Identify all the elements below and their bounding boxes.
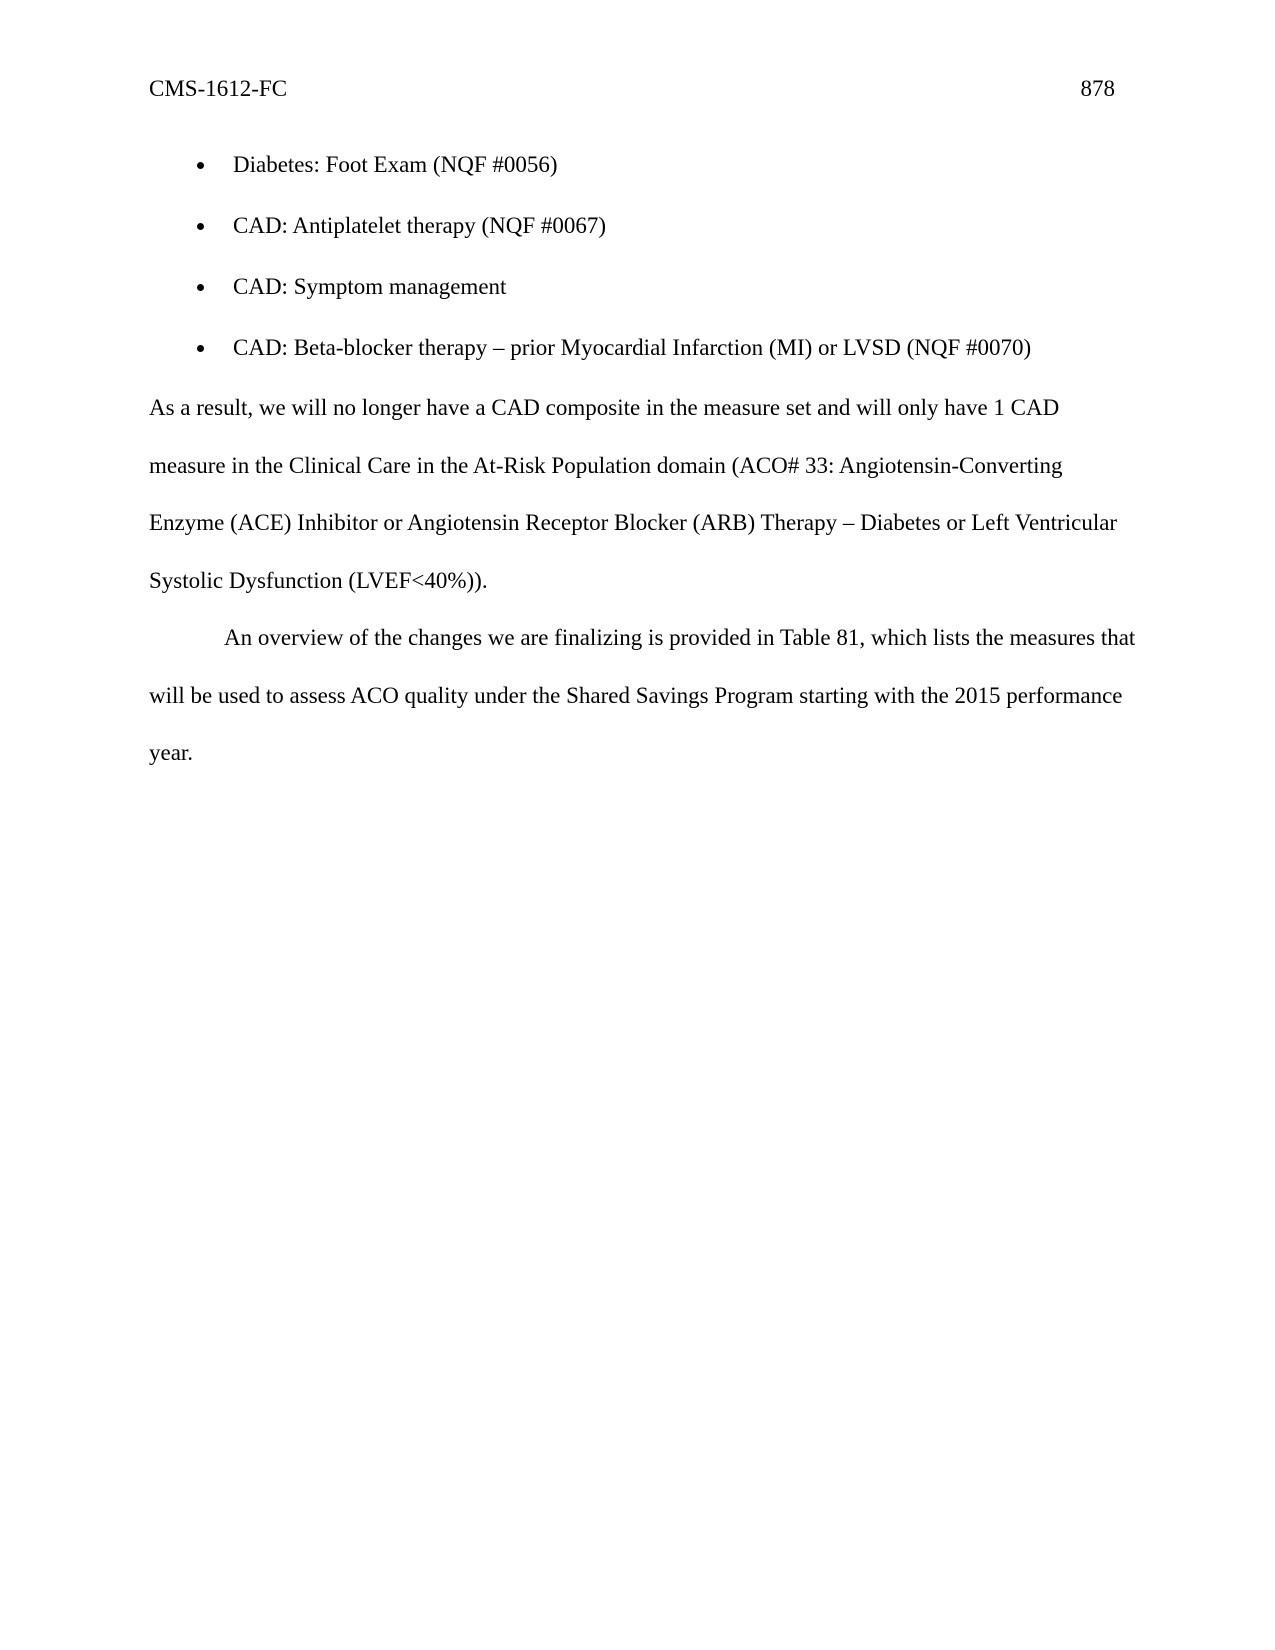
- document-id: CMS-1612-FC: [149, 76, 288, 101]
- list-item: [149, 150, 1129, 211]
- bullet-dot-icon: [197, 223, 204, 230]
- body-paragraph-overview: An overview of the changes we are finalizing is provided in Table 81, which lists the measures that will be used to assess ACO quality under the Shared Savings Program starting with the 2015 performance year.: [149, 625, 1136, 765]
- list-item-text: CAD: Antiplatelet therapy (NQF #0067): [233, 213, 607, 238]
- bullet-dot-icon: [197, 345, 204, 352]
- list-item: [149, 272, 1129, 333]
- list-item-text: CAD: Beta-blocker therapy – prior Myocardial Infarction (MI) or LVSD (NQF #0070): [233, 335, 1032, 360]
- bullet-dot-icon: [197, 284, 204, 291]
- measure-bullet-list: [149, 150, 1129, 394]
- list-item-text: CAD: Symptom management: [233, 274, 507, 299]
- page-number: 878: [1080, 76, 1115, 101]
- body-paragraph-result: As a result, we will no longer have a CAD composite in the measure set and will only have 1 CAD measure in the Clinical Care in the At-Risk Population domain (ACO# 33: Angiotensin-Converting Enzyme (ACE) Inhibitor or Angiotensin Receptor Blocker (ARB) Therapy – Diabetes or Left Ventricular Systolic Dysfunction (LVEF<40%)).: [149, 395, 1118, 593]
- list-item-text: Diabetes: Foot Exam (NQF #0056): [233, 152, 558, 177]
- list-item: [149, 211, 1129, 272]
- bullet-dot-icon: [197, 162, 204, 169]
